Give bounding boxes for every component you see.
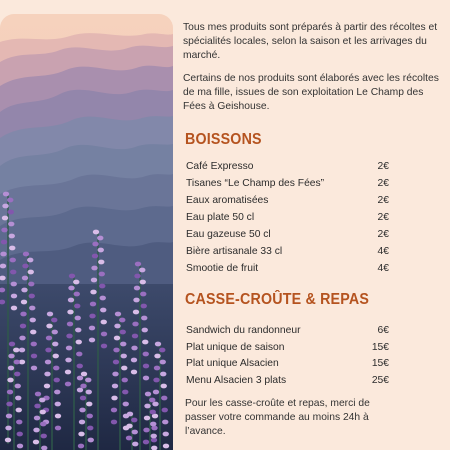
- item-name: Bière artisanale 33 cl: [186, 246, 283, 257]
- lupine-petal: [75, 316, 81, 321]
- item-price: 15€: [371, 358, 389, 369]
- lupine-petal: [143, 440, 149, 445]
- lupine-petal: [90, 290, 96, 295]
- lupine-petal: [33, 428, 39, 433]
- lupine-petal: [69, 274, 75, 279]
- lupine-petal: [132, 442, 138, 447]
- lupine-petal: [85, 378, 91, 383]
- item-price: 15€: [371, 342, 389, 353]
- item-name: Tisanes “Le Champ des Fées”: [186, 178, 325, 189]
- lupine-petal: [154, 366, 160, 371]
- lupine-petal: [40, 422, 46, 427]
- lupine-petal: [30, 318, 36, 323]
- lupine-petal: [143, 428, 149, 433]
- item-price: 2€: [377, 178, 389, 189]
- item-price: 2€: [377, 195, 389, 206]
- lupine-petal: [101, 320, 107, 325]
- lupine-petal: [112, 384, 118, 389]
- lupine-petal: [88, 438, 94, 443]
- lupine-petal: [144, 416, 150, 421]
- lupine-petal: [0, 252, 6, 257]
- lupine-petal: [90, 302, 96, 307]
- menu-item: [186, 194, 389, 208]
- lupine-petal: [55, 402, 61, 407]
- item-price: 2€: [377, 212, 389, 223]
- lupine-petal: [9, 342, 15, 347]
- lupine-petal: [78, 432, 84, 437]
- lupine-petal: [1, 228, 7, 233]
- lupine-petal: [112, 372, 118, 377]
- lupine-petal: [132, 430, 138, 435]
- lupine-petal: [7, 390, 13, 395]
- lupine-petal: [114, 324, 120, 329]
- lupine-petal: [91, 278, 97, 283]
- lupine-petal: [74, 292, 80, 297]
- lupine-petal: [153, 378, 159, 383]
- lupine-petal: [123, 402, 129, 407]
- lupine-petal: [31, 354, 37, 359]
- lupine-petal: [121, 366, 127, 371]
- lupine-petal: [151, 426, 157, 431]
- lupine-petal: [44, 372, 50, 377]
- lupine-petal: [131, 358, 137, 363]
- item-name: Plat unique Alsacien: [186, 358, 279, 369]
- lupine-petal: [46, 324, 52, 329]
- lupine-petal: [39, 398, 45, 403]
- lupine-petal: [11, 306, 17, 311]
- lupine-petal: [75, 328, 81, 333]
- lupine-petal: [133, 298, 139, 303]
- lupine-petal: [74, 304, 80, 309]
- lupine-petal: [20, 312, 26, 317]
- lupine-petal: [163, 444, 169, 449]
- lupine-petal: [144, 404, 150, 409]
- lupine-petal: [113, 348, 119, 353]
- lupine-petal: [86, 402, 92, 407]
- item-name: Eau gazeuse 50 cl: [186, 229, 271, 240]
- lupine-petal: [155, 342, 161, 347]
- lupine-petal: [16, 408, 22, 413]
- lupine-petal: [55, 414, 61, 419]
- lupine-petal: [141, 316, 147, 321]
- lupine-petal: [140, 292, 146, 297]
- lupine-petal: [17, 432, 23, 437]
- lupine-petal: [143, 376, 149, 381]
- lupine-petal: [140, 280, 146, 285]
- lupine-petal: [145, 392, 151, 397]
- lupine-petal: [16, 420, 22, 425]
- lupine-petal: [5, 438, 11, 443]
- lupine-petal: [10, 258, 16, 263]
- lupine-petal: [79, 408, 85, 413]
- lupine-petal: [98, 260, 104, 265]
- lupine-petal: [81, 372, 87, 377]
- menu-item: [186, 324, 389, 338]
- lupine-petal: [35, 392, 41, 397]
- lupine-petal: [149, 398, 155, 403]
- order-note: Pour les casse-croûte et repas, merci de passer votre commande au moins 24h à l’avance.: [185, 398, 370, 437]
- lupine-petal: [163, 432, 169, 437]
- lupine-petal: [111, 396, 117, 401]
- lupine-petal: [17, 444, 23, 449]
- lupine-petal: [120, 342, 126, 347]
- item-name: Sandwich du randonneur: [186, 325, 301, 336]
- lupine-petal: [154, 354, 160, 359]
- lupine-petal: [131, 418, 137, 423]
- lupine-petal: [160, 360, 166, 365]
- lupine-petal: [132, 334, 138, 339]
- lupine-petal: [66, 346, 72, 351]
- lupine-petal: [99, 272, 105, 277]
- item-name: Eaux aromatisées: [186, 195, 269, 206]
- lupine-petal: [126, 436, 132, 441]
- lupine-petal: [76, 340, 82, 345]
- lupine-petal: [153, 390, 159, 395]
- lupine-petal: [93, 230, 99, 235]
- lupine-petal: [77, 364, 83, 369]
- lupine-petal: [2, 216, 8, 221]
- lupine-petal: [115, 312, 121, 317]
- item-price: 25€: [371, 375, 389, 386]
- lupine-petal: [8, 354, 14, 359]
- lupine-petal: [77, 388, 83, 393]
- lupine-petal: [55, 426, 61, 431]
- lupine-petal: [97, 236, 103, 241]
- lupine-petal: [14, 372, 20, 377]
- lupine-petal: [77, 376, 83, 381]
- lupine-petal: [65, 358, 71, 363]
- lupine-petal: [29, 306, 35, 311]
- lupine-petal: [67, 310, 73, 315]
- lupine-petal: [28, 282, 34, 287]
- lupine-petal: [1, 240, 7, 245]
- lupine-petal: [92, 242, 98, 247]
- lupine-petal: [19, 348, 25, 353]
- lupine-petal: [134, 286, 140, 291]
- lupine-petal: [20, 324, 26, 329]
- item-price: 4€: [377, 263, 389, 274]
- lupine-petal: [98, 248, 104, 253]
- lupine-petal: [21, 288, 27, 293]
- lupine-petal: [131, 370, 137, 375]
- lupine-petal: [142, 340, 148, 345]
- item-name: Smootie de fruit: [186, 263, 259, 274]
- menu-item: [186, 177, 389, 191]
- lupine-petal: [31, 342, 37, 347]
- lupine-petal: [22, 264, 28, 269]
- lupine-petal: [3, 192, 9, 197]
- lupine-petal: [89, 314, 95, 319]
- lupine-petal: [87, 414, 93, 419]
- lupine-petal: [150, 410, 156, 415]
- lupine-petal: [40, 410, 46, 415]
- lupine-petal: [152, 402, 158, 407]
- lupine-petal: [114, 336, 120, 341]
- lupine-petal: [135, 262, 141, 267]
- lupine-petal: [19, 336, 25, 341]
- lupine-petal: [21, 300, 27, 305]
- lupine-petal: [120, 330, 126, 335]
- lupine-petal: [51, 318, 57, 323]
- lupine-petal: [45, 348, 51, 353]
- menu-item: [186, 160, 389, 174]
- lupine-petal: [161, 396, 167, 401]
- lupine-petal: [142, 328, 148, 333]
- lupine-petal: [87, 426, 93, 431]
- lupine-petal: [126, 424, 132, 429]
- lupine-petal: [150, 422, 156, 427]
- lupine-petal: [6, 402, 12, 407]
- lupine-petal: [100, 296, 106, 301]
- lupine-petal: [78, 444, 84, 449]
- lupine-petal: [44, 384, 50, 389]
- item-name: Menu Alsacien 3 plats: [186, 375, 287, 386]
- lupine-petal: [68, 298, 74, 303]
- lupine-petal: [9, 246, 15, 251]
- lupine-petal: [162, 408, 168, 413]
- lupine-petal: [89, 326, 95, 331]
- lupine-petal: [132, 322, 138, 327]
- lupine-petal: [8, 366, 14, 371]
- lupine-petal: [99, 284, 105, 289]
- menu-item: [186, 245, 389, 259]
- lupine-petal: [47, 312, 53, 317]
- lupine-petal: [2, 204, 8, 209]
- lupine-petal: [141, 304, 147, 309]
- item-price: 2€: [377, 229, 389, 240]
- lupine-petal: [122, 390, 128, 395]
- lupine-petal: [27, 258, 33, 263]
- lupine-petal: [28, 270, 34, 275]
- menu-item: [186, 374, 389, 388]
- lupine-petal: [30, 330, 36, 335]
- lupine-petal: [14, 360, 20, 365]
- lupine-petal: [162, 420, 168, 425]
- lupine-petal: [100, 308, 106, 313]
- lupine-petal: [133, 310, 139, 315]
- menu-panel: [183, 0, 445, 450]
- lupine-petal: [89, 338, 95, 343]
- lupine-petal: [5, 426, 11, 431]
- lupine-petal: [127, 412, 133, 417]
- lupine-petal: [151, 434, 157, 439]
- item-price: 2€: [377, 161, 389, 172]
- lupine-petal: [111, 420, 117, 425]
- lupine-petal: [101, 332, 107, 337]
- lupine-petal: [91, 266, 97, 271]
- lupine-petal: [54, 390, 60, 395]
- lupine-petal: [134, 274, 140, 279]
- lupine-petal: [11, 294, 17, 299]
- lupine-petal: [73, 280, 79, 285]
- lupine-petal: [41, 434, 47, 439]
- lupine-petal: [143, 352, 149, 357]
- item-price: 6€: [377, 325, 389, 336]
- lupine-petal: [101, 344, 107, 349]
- lupine-petal: [131, 346, 137, 351]
- lupine-petal: [33, 440, 39, 445]
- lupine-petal: [113, 360, 119, 365]
- lupine-petal: [122, 378, 128, 383]
- lupine-petal: [13, 348, 19, 353]
- lupine-petal: [92, 254, 98, 259]
- lupine-petal: [9, 234, 15, 239]
- lupine-petal: [34, 416, 40, 421]
- lupine-petal: [65, 382, 71, 387]
- intro-paragraph: Tous mes produits sont préparés à partir des récoltes et spécialités locales, selon la saison et les arrivages du marché.: [183, 22, 438, 61]
- lupine-petal: [80, 396, 86, 401]
- lupine-petal: [54, 378, 60, 383]
- lupine-petal: [139, 268, 145, 273]
- section-title-drinks: BOISSONS: [185, 131, 262, 148]
- lupine-petal: [10, 270, 16, 275]
- menu-item: [186, 211, 389, 225]
- lupine-petal: [11, 282, 17, 287]
- lupine-petal: [7, 378, 13, 383]
- lupine-petal: [111, 408, 117, 413]
- menu-item: [186, 262, 389, 276]
- item-name: Plat unique de saison: [186, 342, 285, 353]
- lupine-petal: [160, 372, 166, 377]
- lupine-petal: [52, 342, 58, 347]
- menu-item: [186, 228, 389, 242]
- lupine-petal: [76, 352, 82, 357]
- lupine-petal: [159, 348, 165, 353]
- lupine-petal: [45, 360, 51, 365]
- lupine-petal: [29, 294, 35, 299]
- lupine-petal: [15, 384, 21, 389]
- lupine-petal: [119, 318, 125, 323]
- lupine-petal: [52, 330, 58, 335]
- intro-paragraph-family: Certains de nos produits sont élaborés avec les récoltes de ma fille, issues de son exploitation Le Champ des Fées à Geishouse.: [183, 73, 439, 112]
- lupine-petal: [86, 390, 92, 395]
- item-name: Café Expresso: [186, 161, 254, 172]
- lupine-petal: [46, 336, 52, 341]
- lupine-petal: [161, 384, 167, 389]
- lupine-petal: [8, 210, 14, 215]
- lupine-petal: [53, 366, 59, 371]
- lupine-petal: [79, 420, 85, 425]
- lupine-petal: [143, 364, 149, 369]
- lupine-petal: [0, 264, 6, 269]
- mountain-lupine-illustration: [0, 14, 173, 450]
- lupine-petal: [65, 370, 71, 375]
- lupine-petal: [68, 286, 74, 291]
- lupine-petal: [121, 354, 127, 359]
- lupine-petal: [8, 222, 14, 227]
- item-name: Eau plate 50 cl: [186, 212, 255, 223]
- lupine-petal: [23, 252, 29, 257]
- lupine-petal: [15, 396, 21, 401]
- lupine-petal: [31, 366, 37, 371]
- lupine-petal: [22, 276, 28, 281]
- lupine-petal: [80, 384, 86, 389]
- lupine-petal: [53, 354, 59, 359]
- menu-item: [186, 357, 389, 371]
- lupine-petal: [67, 322, 73, 327]
- lupine-petal: [6, 414, 12, 419]
- menu-item: [186, 341, 389, 355]
- item-price: 4€: [377, 246, 389, 257]
- lupine-petal: [34, 404, 40, 409]
- section-title-meals: CASSE-CROÛTE & REPAS: [185, 291, 370, 308]
- lupine-petal: [7, 198, 13, 203]
- lupine-petal: [66, 334, 72, 339]
